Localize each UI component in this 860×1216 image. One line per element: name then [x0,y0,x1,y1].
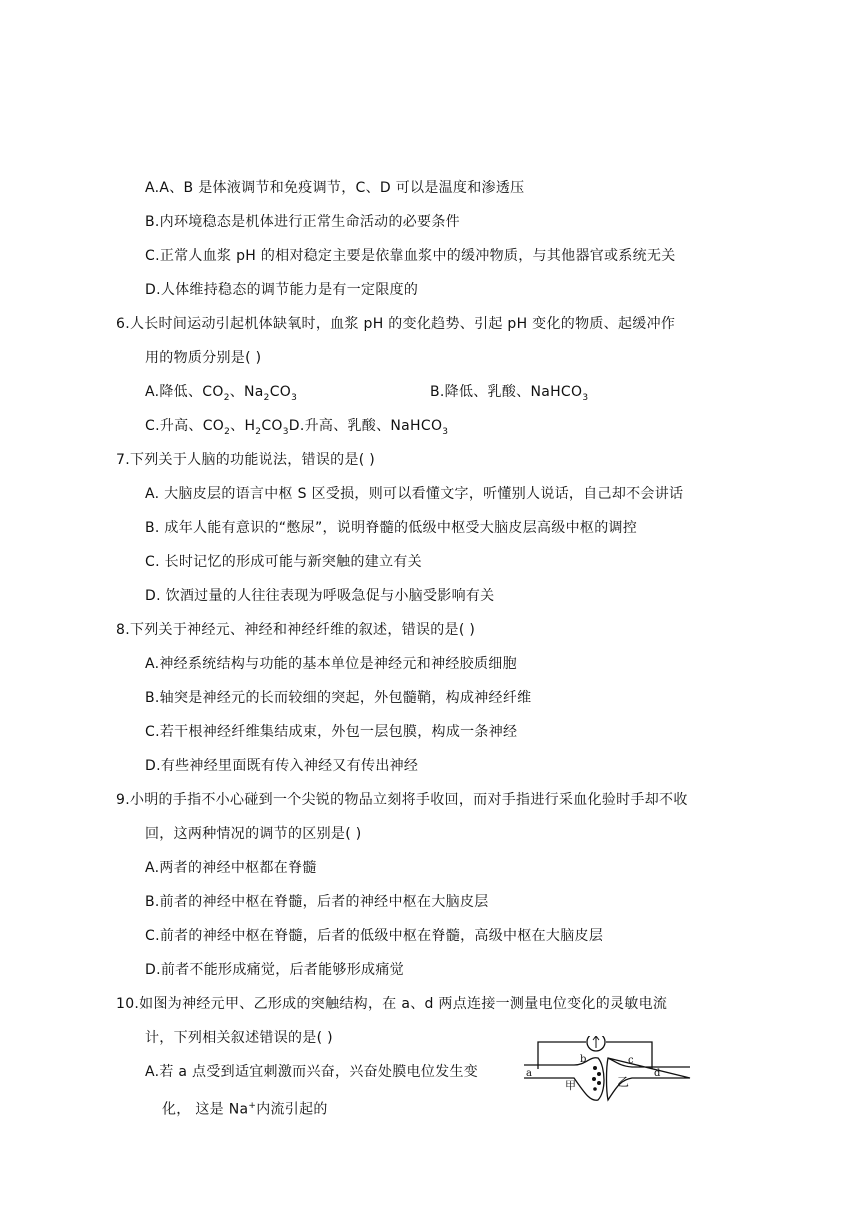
q7-option-d: D. 饮酒过量的人往往表现为呼吸急促与小脑受影响有关 [145,588,495,604]
galvanometer-needle [593,1036,599,1048]
q10-stem-line1: 10.如图为神经元甲、乙形成的突触结构，在 a、d 两点连接一测量电位变化的灵敏电流 [116,996,668,1012]
synaptic-vesicles [592,1066,601,1091]
q9-option-b: B.前者的神经中枢在脊髓，后者的神经中枢在大脑皮层 [145,894,489,910]
q6-option-a: A.降低、$CO_2$、$Na_2CO_3$ [145,384,298,403]
q8-option-d: D.有些神经里面既有传入神经又有传出神经 [145,758,419,774]
label-c: c [628,1055,634,1066]
q9-stem-line2: 回，这两种情况的调节的区别是( ) [145,826,362,842]
q8-option-b: B.轴突是神经元的长而较细的突起，外包髓鞘，构成神经纤维 [145,690,532,706]
q10-option-a-line1: A.若 a 点受到适宜刺激而兴奋，兴奋处膜电位发生变 [145,1064,479,1080]
q7-option-a: A. 大脑皮层的语言中枢 S 区受损，则可以看懂文字，听懂别人说话，自己却不会讲话 [145,486,684,502]
label-jia: 甲 [565,1079,576,1092]
q9-option-d: D.前者不能形成痛觉，后者能够形成痛觉 [145,962,404,978]
synapse-diagram [522,1036,692,1108]
q6-option-c: C.升高、$CO_2$、$H_2CO_3$ [145,418,289,437]
q5-option-d: D.人体维持稳态的调节能力是有一定限度的 [145,282,419,298]
q9-option-c: C.前者的神经中枢在脊髓，后者的低级中枢在脊髓，高级中枢在大脑皮层 [145,928,604,944]
q7-option-b: B. 成年人能有意识的“憋尿”，说明脊髓的低级中枢受大脑皮层高级中枢的调控 [145,520,638,536]
q6-stem-line2: 用的物质分别是( ) [145,350,262,366]
q8-stem: 8.下列关于神经元、神经和神经纤维的叙述，错误的是( ) [116,622,476,638]
q5-option-c: C.正常人血浆 pH 的相对稳定主要是依靠血浆中的缓冲物质，与其他器官或系统无关 [145,248,676,264]
q7-option-c: C. 长时记忆的形成可能与新突触的建立有关 [145,554,422,570]
q6-stem-line1: 6.人长时间运动引起机体缺氧时，血浆 pH 的变化趋势、引起 pH 变化的物质、起缓冲作 [116,316,676,332]
label-b: b [580,1054,587,1065]
q9-stem-line1: 9.小明的手指不小心碰到一个尖锐的物品立刻将手收回，而对手指进行采血化验时手却不收 [116,792,688,808]
q8-option-c: C.若干根神经纤维集结成束，外包一层包膜，构成一条神经 [145,724,518,740]
q6-option-d: D.升高、乳酸、NaHCO$_3$ [288,418,449,437]
q10-stem-line2: 计，下列相关叙述错误的是( ) [145,1030,333,1046]
neuron-jia [524,1058,604,1101]
label-yi: 乙 [617,1075,630,1089]
q6-option-b: B.降低、乳酸、NaHCO$_3$ [430,384,589,403]
q5-option-a: A.A、B 是体液调节和免疫调节，C、D 可以是温度和渗透压 [145,180,525,196]
q9-option-a: A.两者的神经中枢都在脊髓 [145,860,317,876]
q5-option-b: B.内环境稳态是机体进行正常生命活动的必要条件 [145,214,460,230]
label-d: d [654,1068,661,1079]
q7-stem: 7.下列关于人脑的功能说法，错误的是( ) [116,452,376,468]
q8-option-a: A.神经系统结构与功能的基本单位是神经元和神经胶质细胞 [145,656,517,672]
q6-option-cd [145,416,448,442]
label-a: a [526,1068,532,1079]
q10-option-a-line2: 化， 这是 Na+内流引起的 [162,1101,328,1118]
